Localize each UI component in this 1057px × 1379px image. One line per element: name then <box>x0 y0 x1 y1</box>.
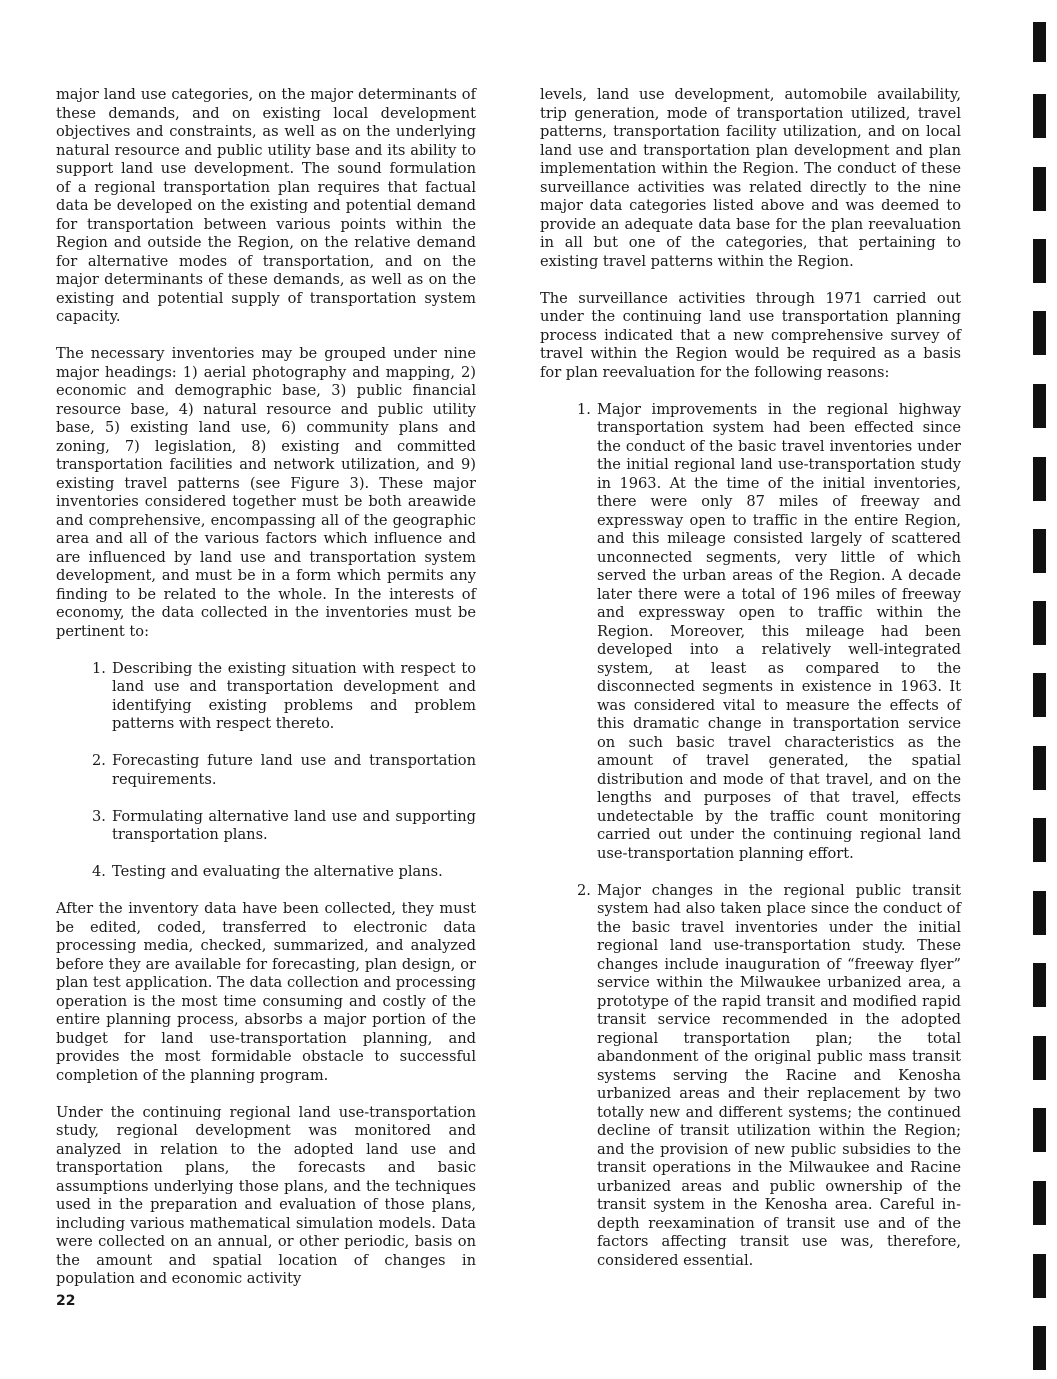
edge-mark <box>1033 1181 1046 1225</box>
edge-mark <box>1033 529 1046 573</box>
edge-mark <box>1033 239 1046 283</box>
edge-mark <box>1033 1326 1046 1370</box>
edge-mark <box>1033 1108 1046 1152</box>
edge-mark <box>1033 746 1046 790</box>
list-item <box>92 863 476 882</box>
list-item <box>577 881 961 1271</box>
list-item-text: Formulating alternative land use and supporting transportation plans. <box>112 807 476 843</box>
edge-index-marks <box>1033 0 1057 1379</box>
list-item-text: Describing the existing situation with respect to land use and transportation development and identifying existing problems and problem patterns with respect thereto. <box>112 659 476 732</box>
left-column <box>56 86 476 1307</box>
edge-mark <box>1033 673 1046 717</box>
list-number: 2. <box>92 752 106 769</box>
list-item <box>92 752 476 789</box>
paragraph: Under the continuing regional land use-transportation study, regional development was monitored and analyzed in relation to the adopted land use and transportation plans, the forecasts and basic assumptions underlying those plans, and the techniques used in the preparation and evaluation of those plans, including various mathematical simulation models. Data were collected on an annual, or other periodic, basis on the amount and spatial location of changes in population and economic activity <box>56 1103 476 1287</box>
edge-mark <box>1033 22 1046 62</box>
edge-mark <box>1033 1036 1046 1080</box>
edge-mark <box>1033 384 1046 428</box>
list-item-text: Major changes in the regional public transit system had also taken place since the conduct of the basic travel inventories under the initial regional land use-transportation study. These changes include inauguration of “freeway flyer” service within the Milwaukee urbanized area, a prototype of the rapid transit and modified rapid transit service recommended in the adopted regional transportation plan; the total abandonment of the original public mass transit systems serving the Racine and Kenosha urbanized areas and their replacement by two totally new and different systems; the continued decline of transit utilization within the Region; and the provision of new public subsidies to the transit operations in the Milwaukee and Racine urbanized areas and public ownership of the transit system in the Kenosha area. Careful in-depth reexamination of transit use and of the factors affecting transit use was, therefore, considered essential. <box>597 881 961 1269</box>
list-number: 1. <box>577 400 591 418</box>
edge-mark <box>1033 167 1046 211</box>
list-number: 3. <box>92 807 106 825</box>
edge-mark <box>1033 1254 1046 1298</box>
list-item <box>577 400 961 864</box>
list-item-text: Testing and evaluating the alternative plans. <box>112 863 443 880</box>
list-item-text: Major improvements in the regional highway transportation system had been effected since the conduct of the basic travel inventories under the initial regional land use-transportation study in 1963. At the time of the initial inventories, there were only 87 miles of freeway and expressway open to traffic in the entire Region, and this mileage consisted largely of scattered unconnected segments, very little of which served the urban areas of the Region. A decade later there were a total of 196 miles of freeway and expressway open to traffic within the Region. Moreover, this mileage had been developed into a relatively well-integrated system, at least as compared to the disconnected segments in existence in 1963. It was considered vital to measure the effects of this dramatic change in transportation service on such basic travel characteristics as the amount of travel generated, the spatial distribution and mode of that travel, and on the lengths and purposes of that travel, effects undetectable by the traffic count monitoring carried out under the continuing regional land use-transportation planning effort. <box>597 400 961 862</box>
list-item <box>92 807 476 845</box>
list-number: 1. <box>92 659 106 677</box>
list-item-text: Forecasting future land use and transportation requirements. <box>112 752 476 788</box>
edge-mark <box>1033 963 1046 1007</box>
paragraph: The necessary inventories may be grouped under nine major headings: 1) aerial photography and mapping, 2) economic and demographic base, 3) public financial resource base, 4) natural resource and public utility base, 5) existing land use, 6) community plans and zoning, 7) legislation, 8) existing and committed transportation facilities and network utilization, and 9) existing travel patterns (see Figure 3). These major inventories considered together must be both areawide and comprehensive, encompassing all of the geographic area and all of the various factors which influence and are influenced by land use and transportation system development, and must be in a form which permits any finding to be related to the whole. In the interests of economy, the data collected in the inventories must be pertinent to: <box>56 345 476 640</box>
edge-mark <box>1033 94 1046 138</box>
edge-mark <box>1033 457 1046 501</box>
edge-mark <box>1033 891 1046 935</box>
edge-mark <box>1033 818 1046 862</box>
edge-mark <box>1033 601 1046 645</box>
page-number: 22 <box>56 1293 76 1309</box>
numbered-list <box>56 660 476 882</box>
numbered-list <box>540 401 961 1271</box>
edge-mark <box>1033 311 1046 355</box>
paragraph: After the inventory data have been collected, they must be edited, coded, transferred to electronic data processing media, checked, summarized, and analyzed before they are available for forecasting, plan design, or plan test application. The data collection and processing operation is the most time consuming and costly of the entire planning process, absorbs a major portion of the budget for land use-transportation planning, and provides the most formidable obstacle to successful completion of the planning program. <box>56 900 476 1084</box>
right-column <box>540 86 961 1289</box>
list-number: 2. <box>577 881 591 899</box>
paragraph: levels, land use development, automobile availability, trip generation, mode of transportation utilized, travel patterns, transportation facility utilization, and on local land use and transportation plan development and plan implementation within the Region. The conduct of these surveillance activities was related directly to the nine major data categories listed above and was deemed to provide an adequate data base for the plan reevaluation in all but one of the categories, that pertaining to existing travel patterns within the Region. <box>540 86 961 270</box>
paragraph: The surveillance activities through 1971 carried out under the continuing land use transportation planning process indicated that a new comprehensive survey of travel within the Region would be required as a basis for plan reevaluation for the following reasons: <box>540 289 961 381</box>
list-item <box>92 659 476 734</box>
list-number: 4. <box>92 863 106 880</box>
paragraph: major land use categories, on the major determinants of these demands, and on existing local development objectives and constraints, as well as on the underlying natural resource and public utility base and its ability to support land use development. The sound formulation of a regional transportation plan requires that factual data be developed on the existing and potential demand for transportation between various points within the Region and outside the Region, on the relative demand for alternative modes of transportation, and on the major determinants of these demands, as well as on the existing and potential supply of transportation system capacity. <box>56 86 476 325</box>
